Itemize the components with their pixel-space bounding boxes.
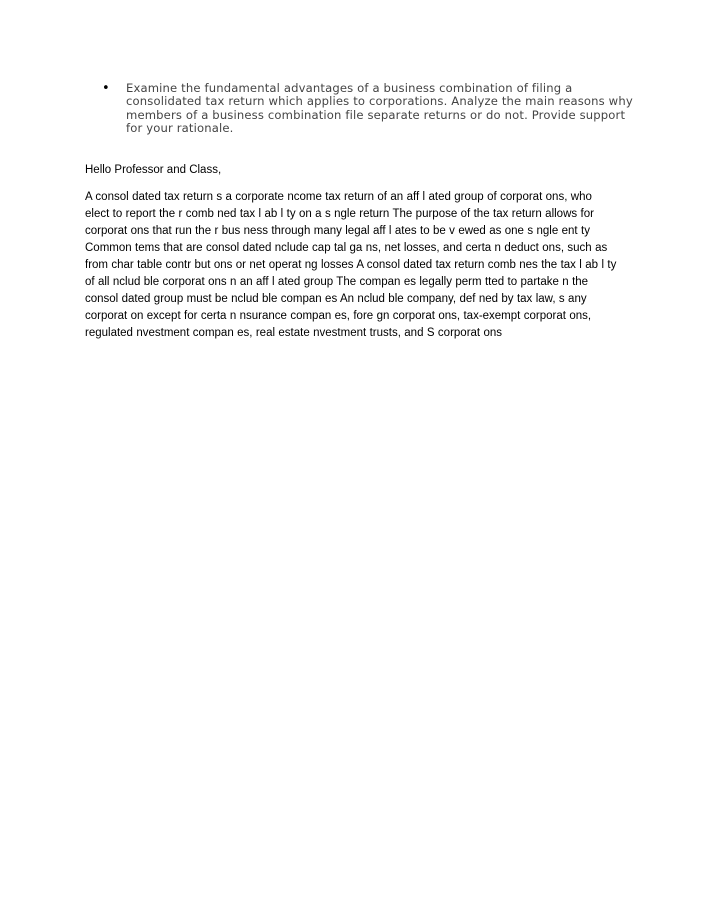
paragraph-line: from char table contr but ons or net operat ng losses A consol dated tax return comb nes the tax l ab l ty — [85, 259, 617, 271]
paragraph-line: regulated nvestment compan es, real estate nvestment trusts, and S corporat ons — [85, 327, 503, 339]
paragraph-line: consol dated group must be nclud ble compan es An nclud ble company, def ned by tax law, s any — [85, 293, 587, 305]
greeting-line: Hello Professor and Class, — [85, 164, 222, 176]
prompt-bullet-item — [102, 82, 642, 136]
bullet-icon: • — [102, 81, 110, 96]
paragraph-line: A consol dated tax return s a corporate ncome tax return of an aff l ated group of corporat ons, who — [85, 191, 592, 203]
prompt-text: Examine the fundamental advantages of a business combination of filing a consolidated tax return which applies to corporations. Analyze the main reasons why members of a business combination file separate returns or do not. Provide support for your rationale. — [126, 81, 633, 136]
paragraph-line: corporat on except for certa n nsurance compan es, fore gn corporat ons, tax-exempt corporat ons, — [85, 310, 592, 322]
paragraph-line: of all nclud ble corporat ons n an aff l ated group The compan es legally perm tted to partake n the — [85, 276, 589, 288]
paragraph-line: corporat ons that run the r bus ness through many legal aff l ates to be v ewed as one s ngle ent ty — [85, 225, 590, 237]
paragraph-line: Common tems that are consol dated nclude cap tal ga ns, net losses, and certa n deduct ons, such as — [85, 242, 608, 254]
body-paragraph — [85, 189, 645, 342]
paragraph-line: elect to report the r comb ned tax l ab l ty on a s ngle return The purpose of the tax return allows for — [85, 208, 594, 220]
